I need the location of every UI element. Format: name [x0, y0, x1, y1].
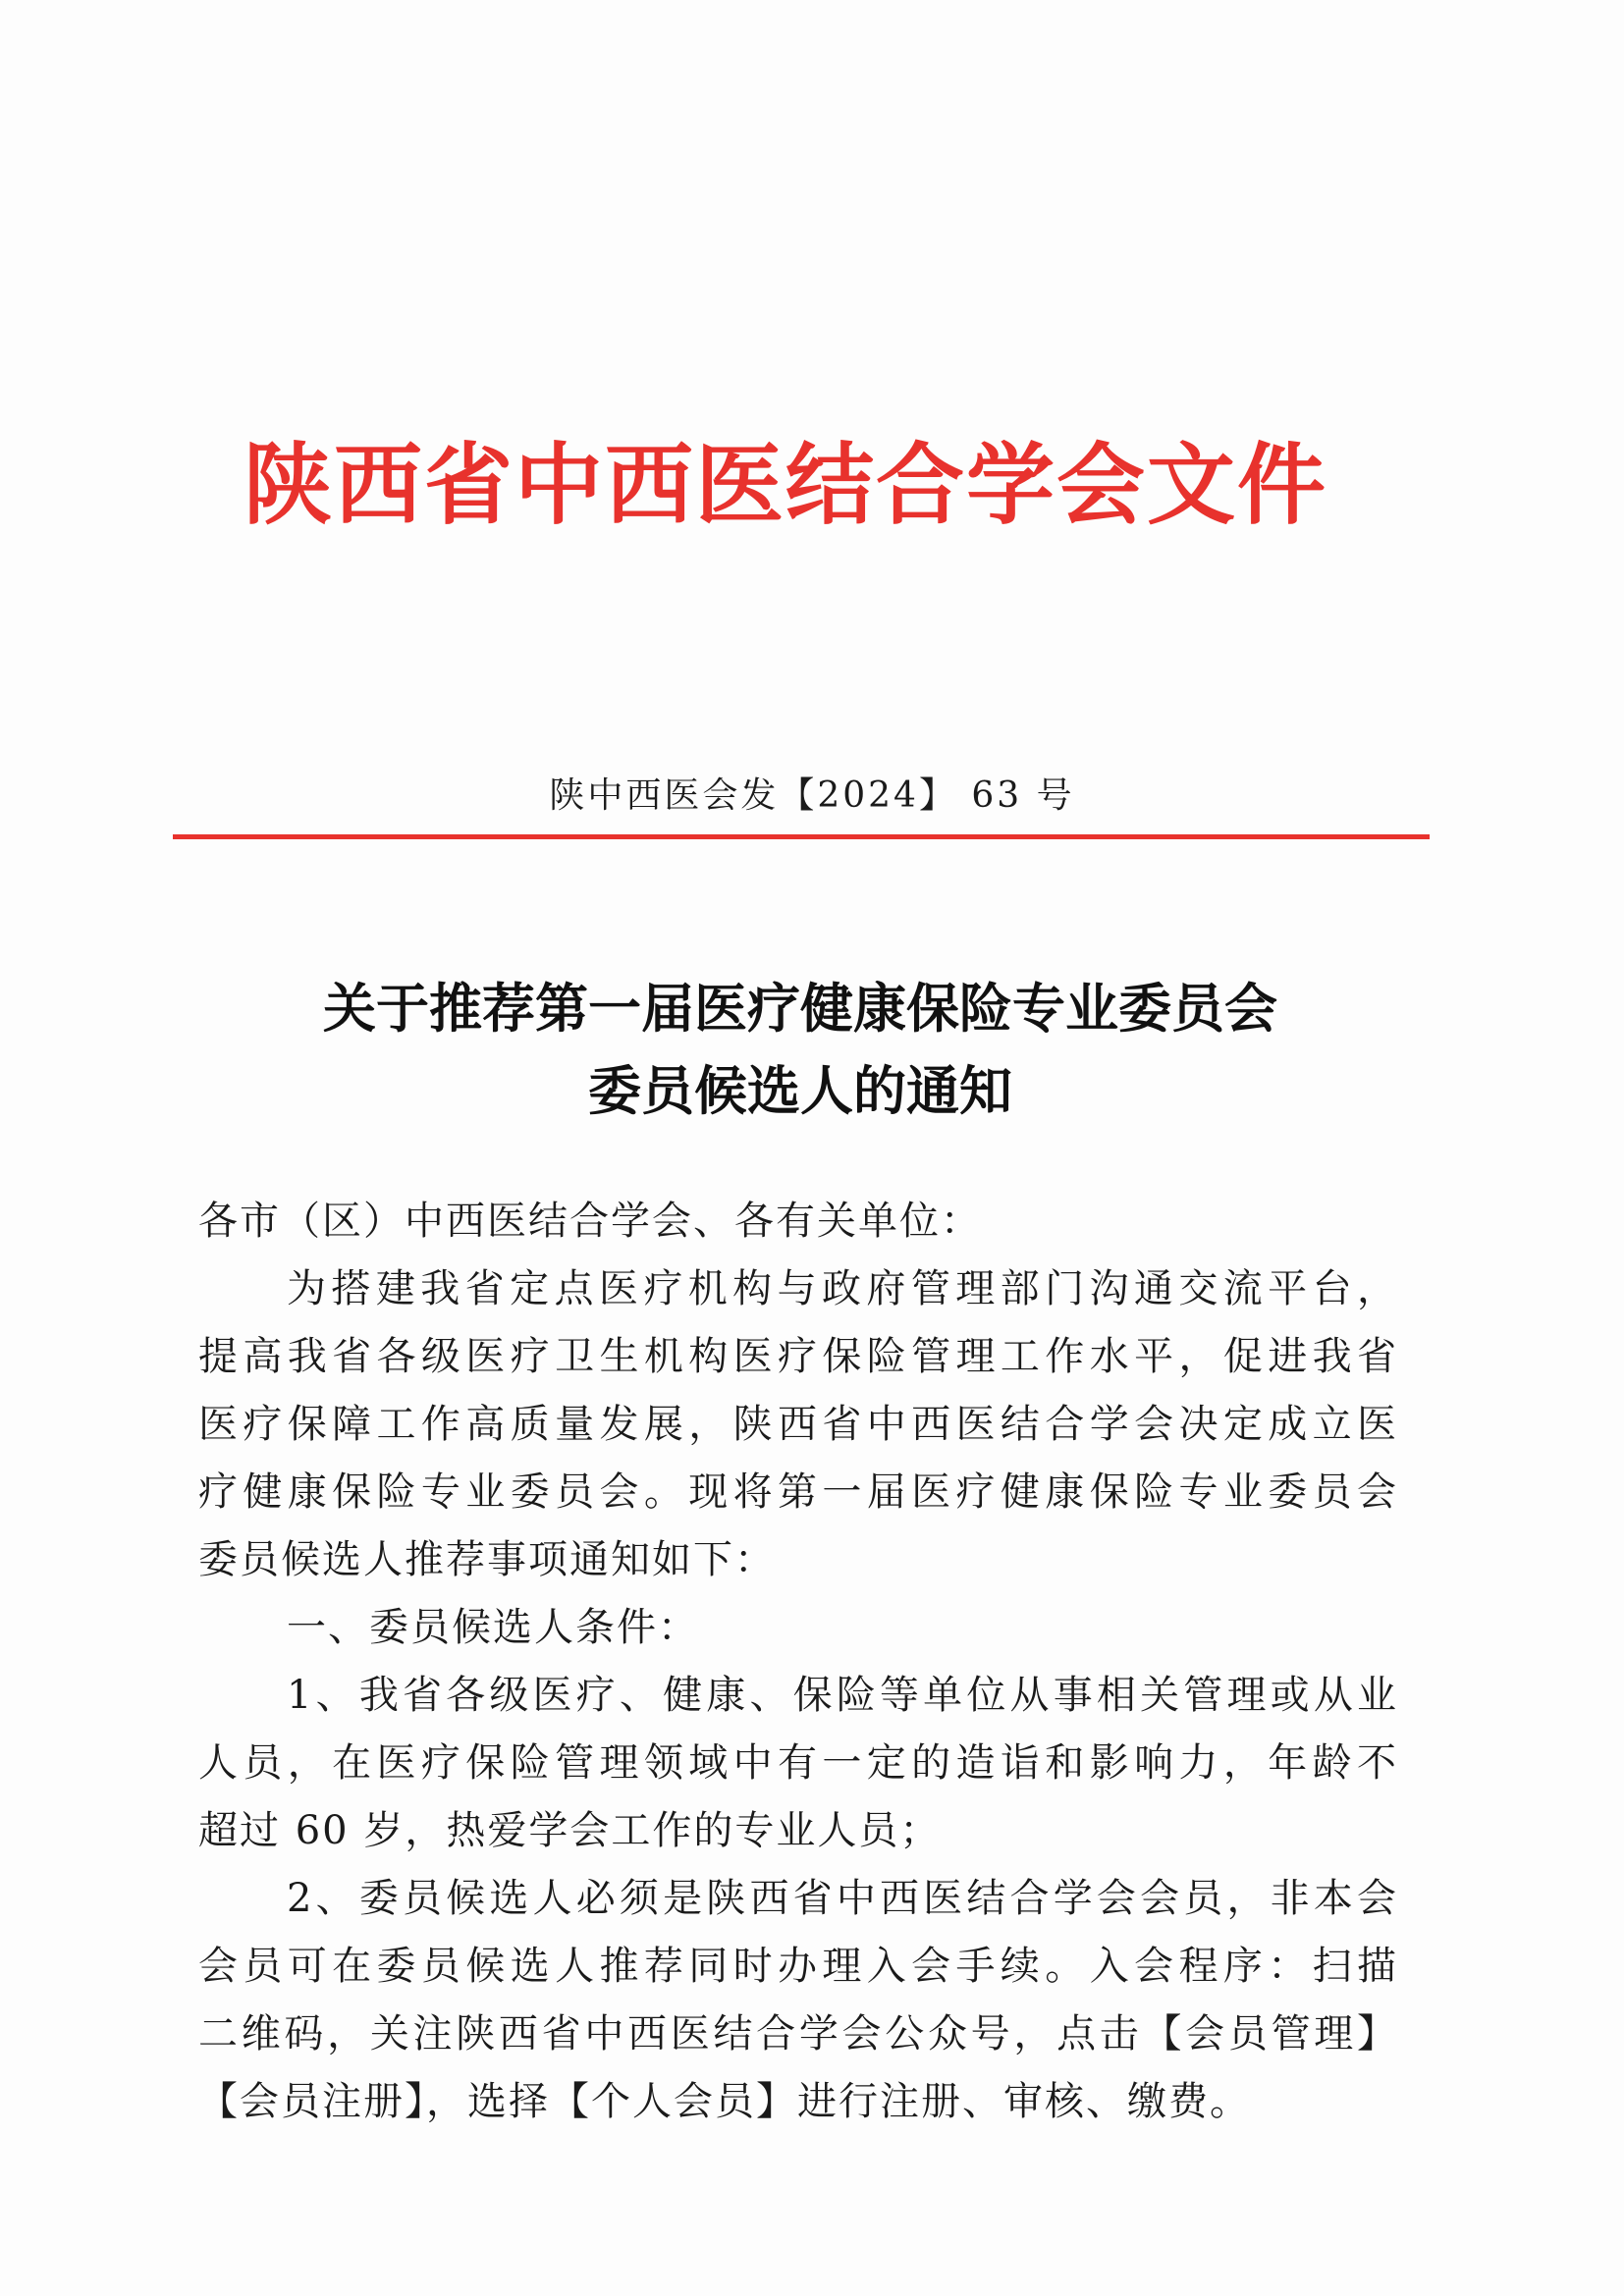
body-line: 人员，在医疗保险管理领域中有一定的造诣和影响力，年龄不 [198, 1740, 1398, 1786]
body-line: 提高我省各级医疗卫生机构医疗保险管理工作水平，促进我省 [198, 1334, 1398, 1379]
notice-body [198, 1188, 1398, 2136]
body-line: 2、委员候选人必须是陕西省中西医结合学会会员，非本会 [287, 1876, 1398, 1921]
body-line: 委员候选人推荐事项通知如下： [198, 1537, 776, 1582]
body-line: 二维码，关注陕西省中西医结合学会公众号，点击【会员管理】 [198, 2011, 1398, 2056]
body-line: 疗健康保险专业委员会。现将第一届医疗健康保险专业委员会 [198, 1469, 1398, 1515]
red-divider-line [173, 834, 1430, 839]
body-line: 1、我省各级医疗、健康、保险等单位从事相关管理或从业 [287, 1673, 1398, 1718]
section-heading: 一、委员候选人条件： [287, 1605, 699, 1650]
body-line: 会员可在委员候选人推荐同时办理入会手续。入会程序：扫描 [198, 1944, 1398, 1989]
notice-title-line-2: 委员候选人的通知 [588, 1059, 1012, 1122]
body-line: 医疗保障工作高质量发展，陕西省中西医结合学会决定成立医 [198, 1402, 1398, 1447]
notice-title-line-1: 关于推荐第一届医疗健康保险专业委员会 [323, 977, 1277, 1040]
salutation: 各市（区）中西医结合学会、各有关单位： [198, 1199, 982, 1244]
body-line: 【会员注册】，选择【个人会员】进行注册、审核、缴费。 [198, 2079, 1251, 2124]
notice-title [147, 967, 1453, 1132]
body-line: 超过 60 岁，热爱学会工作的专业人员； [198, 1808, 942, 1853]
body-line: 为搭建我省定点医疗机构与政府管理部门沟通交流平台， [287, 1266, 1398, 1311]
document-number: 陕中西医会发【2024】 63 号 [549, 775, 1075, 816]
masthead-title: 陕西省中西医结合学会文件 [244, 433, 1327, 537]
